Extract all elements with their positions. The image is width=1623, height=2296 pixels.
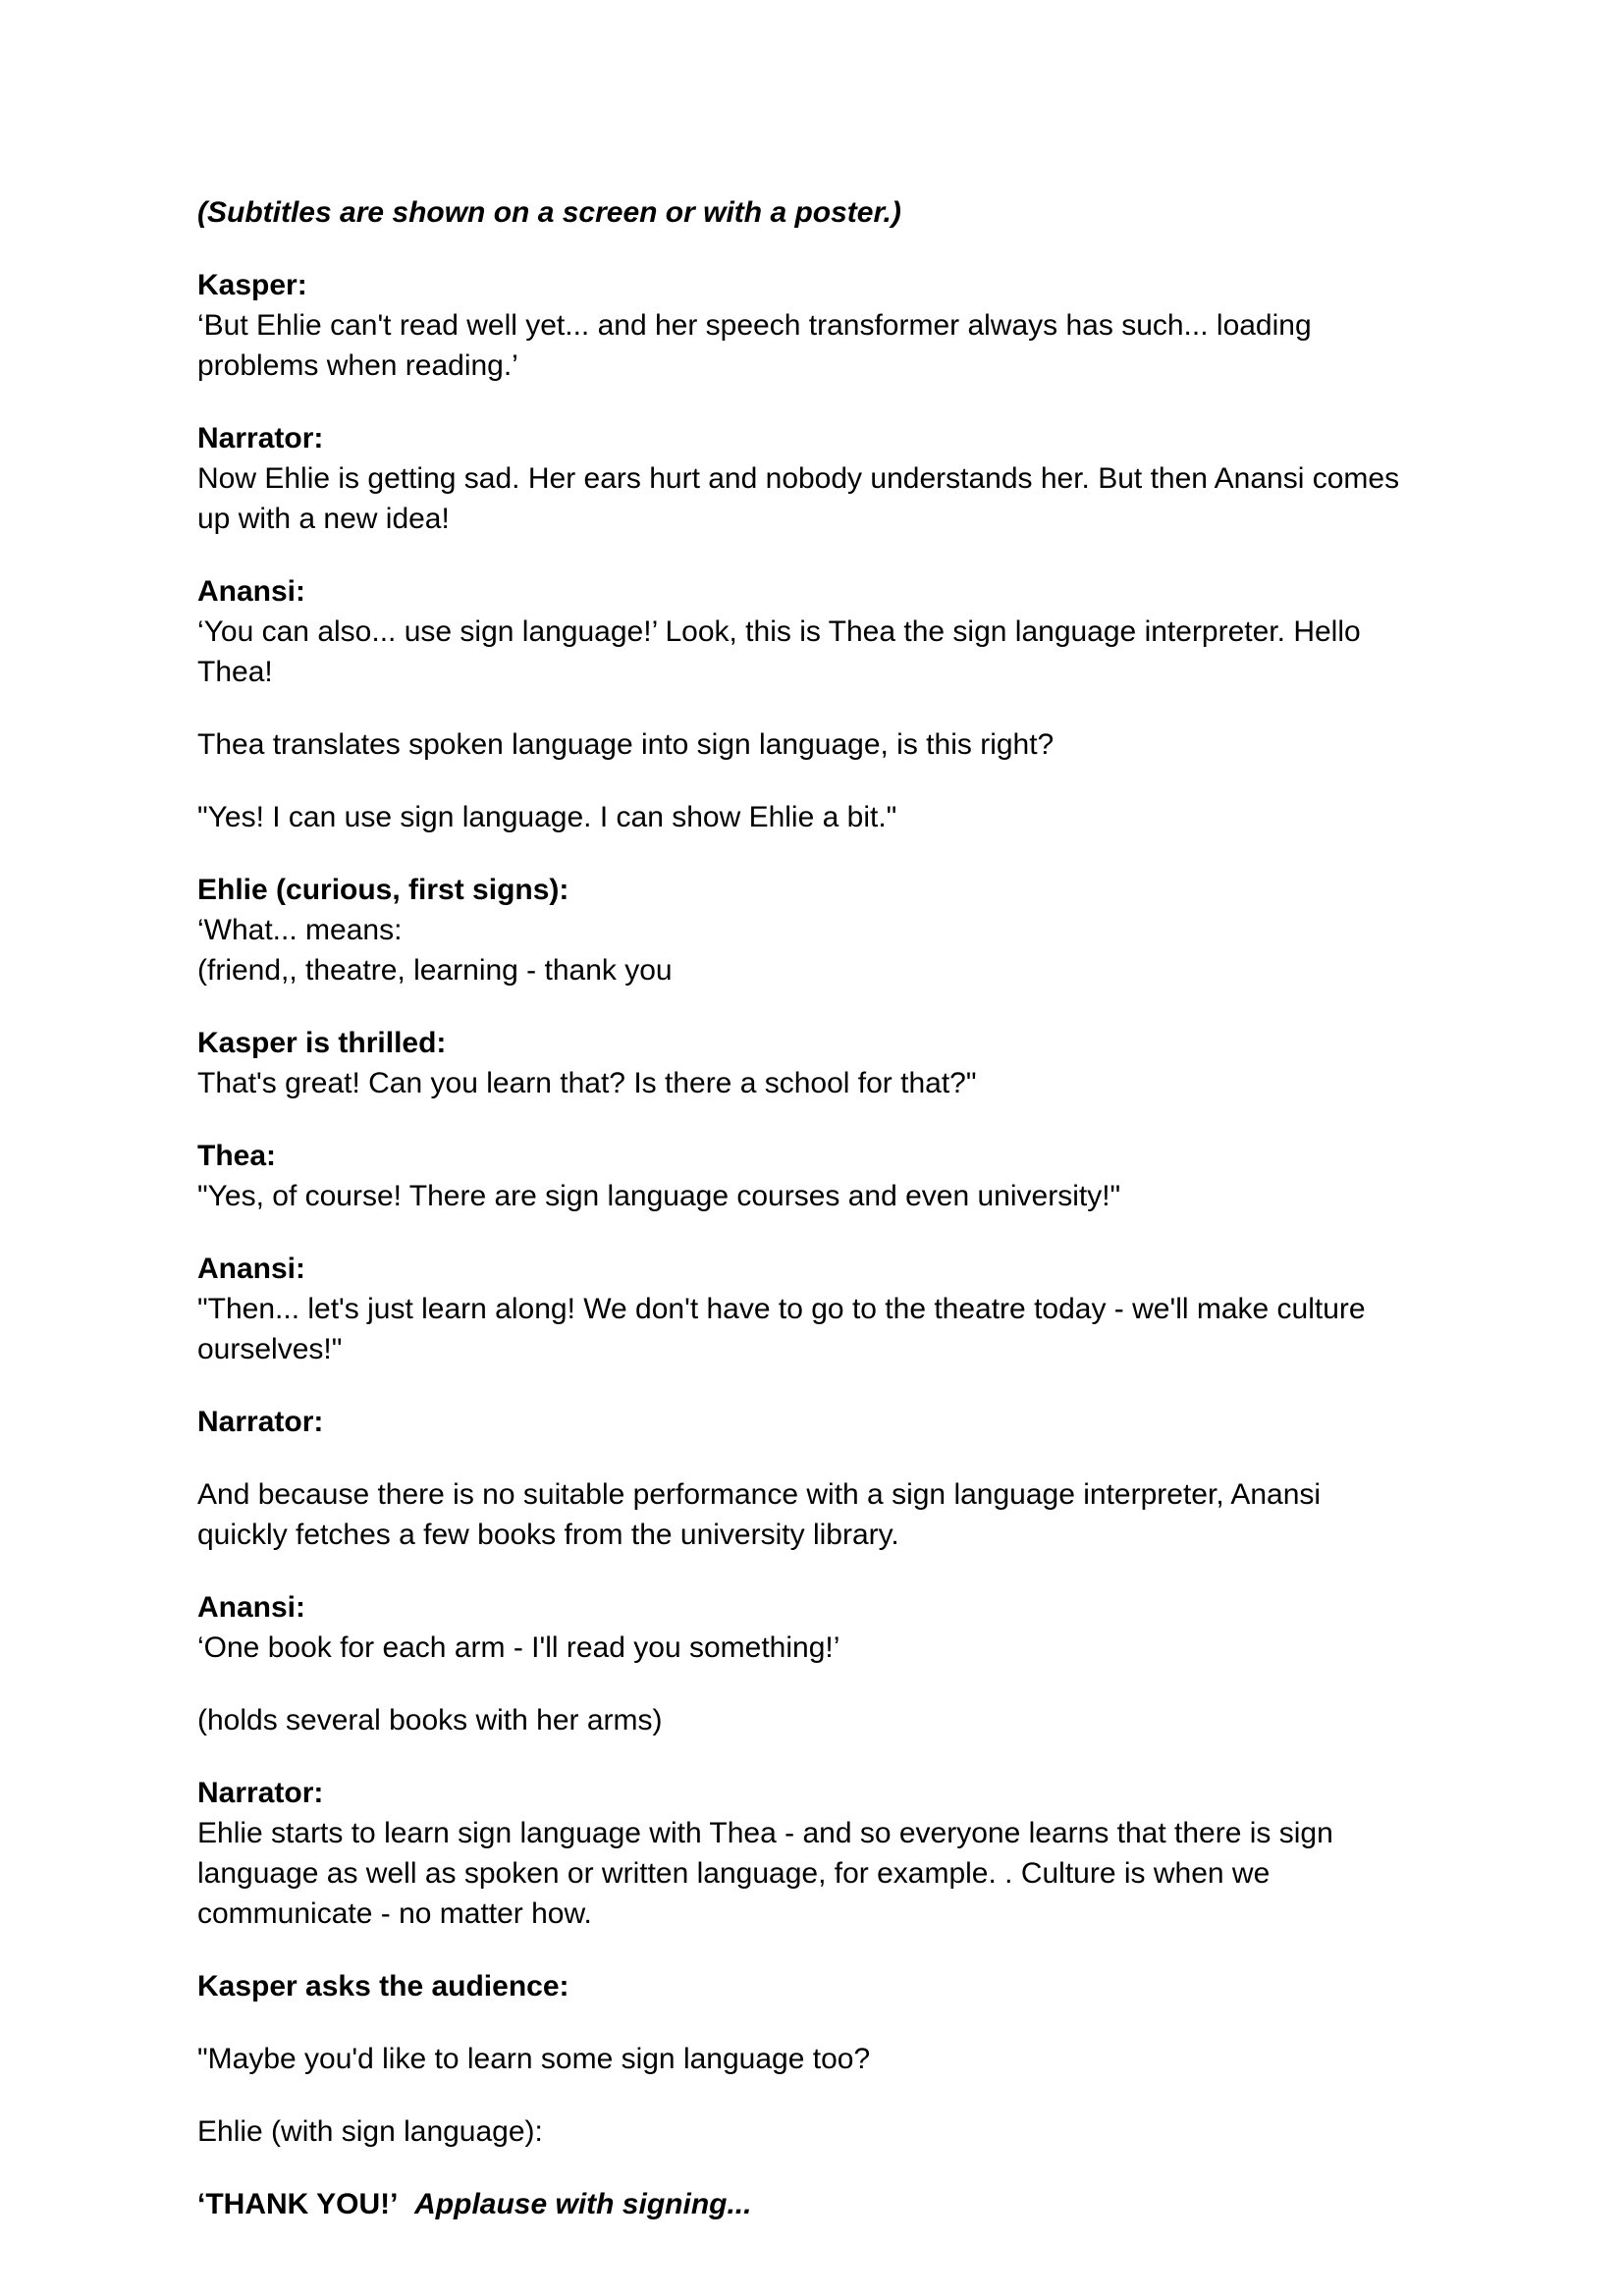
dialogue-line: problems when reading.’	[197, 349, 518, 382]
dialogue-line: Ehlie starts to learn sign language with Thea - and so everyone learns that there is sign	[197, 1817, 1333, 1849]
speaker-label: Anansi:	[197, 1591, 306, 1624]
dialogue-block	[197, 870, 1474, 990]
closing-thank-you: ‘THANK YOU!’	[197, 2188, 399, 2220]
dialogue-line: ‘One book for each arm - I'll read you something!’	[197, 1631, 840, 1664]
paragraph-line: Thea translates spoken language into sign language, is this right?	[197, 728, 1055, 761]
dialogue-block	[197, 1023, 1474, 1103]
dialogue-block	[197, 265, 1474, 386]
speaker-label: Anansi:	[197, 575, 306, 608]
paragraph-line: "Maybe you'd like to learn some sign language too?	[197, 2043, 871, 2075]
dialogue-block	[197, 1773, 1474, 1934]
paragraph	[197, 1474, 1474, 1555]
dialogue-block	[197, 1136, 1474, 1216]
dialogue-block	[197, 1402, 1474, 1442]
paragraph-line: "Yes! I can use sign language. I can show Ehlie a bit."	[197, 801, 897, 833]
speaker-label: Kasper is thrilled:	[197, 1027, 447, 1059]
document-body	[197, 192, 1474, 2257]
dialogue-block	[197, 1587, 1474, 1668]
dialogue-line: ‘What... means:	[197, 914, 403, 946]
dialogue-line: Now Ehlie is getting sad. Her ears hurt and nobody understands her. But then Anansi comes	[197, 462, 1400, 495]
dialogue-block	[197, 1249, 1474, 1369]
paragraph	[197, 2111, 1474, 2152]
dialogue-line: ourselves!"	[197, 1333, 343, 1365]
paragraph	[197, 1700, 1474, 1740]
paragraph-line: quickly fetches a few books from the university library.	[197, 1519, 899, 1551]
dialogue-line: up with a new idea!	[197, 503, 450, 535]
speaker-label: Thea:	[197, 1140, 277, 1172]
dialogue-line: Thea!	[197, 656, 273, 688]
dialogue-line: "Yes, of course! There are sign language courses and even university!"	[197, 1180, 1121, 1212]
speaker-label: Ehlie (curious, first signs):	[197, 874, 569, 906]
closing-applause: Applause with signing...	[414, 2188, 752, 2220]
dialogue-block	[197, 418, 1474, 539]
closing-line	[197, 2184, 1474, 2224]
intro-line	[197, 192, 1474, 233]
dialogue-line: That's great! Can you learn that? Is there a school for that?"	[197, 1067, 977, 1099]
dialogue-line: language as well as spoken or written language, for example. . Culture is when we	[197, 1857, 1271, 1890]
speaker-label: Narrator:	[197, 1777, 324, 1809]
speaker-label: Narrator:	[197, 1406, 324, 1438]
speaker-label: Kasper asks the audience:	[197, 1970, 569, 2002]
paragraph	[197, 724, 1474, 765]
paragraph	[197, 2039, 1474, 2079]
speaker-label: Kasper:	[197, 269, 307, 301]
intro-text: (Subtitles are shown on a screen or with a poster.)	[197, 196, 901, 229]
stage-direction: (holds several books with her arms)	[197, 1704, 663, 1736]
paragraph-line: And because there is no suitable performance with a sign language interpreter, Anansi	[197, 1478, 1322, 1511]
dialogue-block	[197, 1966, 1474, 2006]
dialogue-line: (friend,, theatre, learning - thank you	[197, 954, 673, 987]
dialogue-line: ‘But Ehlie can't read well yet... and her speech transformer always has such... loading	[197, 309, 1312, 342]
paragraph	[197, 797, 1474, 837]
speaker-label: Narrator:	[197, 422, 324, 454]
paragraph-line: Ehlie (with sign language):	[197, 2115, 543, 2148]
dialogue-line: communicate - no matter how.	[197, 1897, 592, 1930]
dialogue-block	[197, 571, 1474, 692]
dialogue-line: "Then... let's just learn along! We don't have to go to the theatre today - we'll make culture	[197, 1293, 1366, 1325]
dialogue-line: ‘You can also... use sign language!’ Look, this is Thea the sign language interpreter. Hello	[197, 615, 1361, 648]
speaker-label: Anansi:	[197, 1253, 306, 1285]
